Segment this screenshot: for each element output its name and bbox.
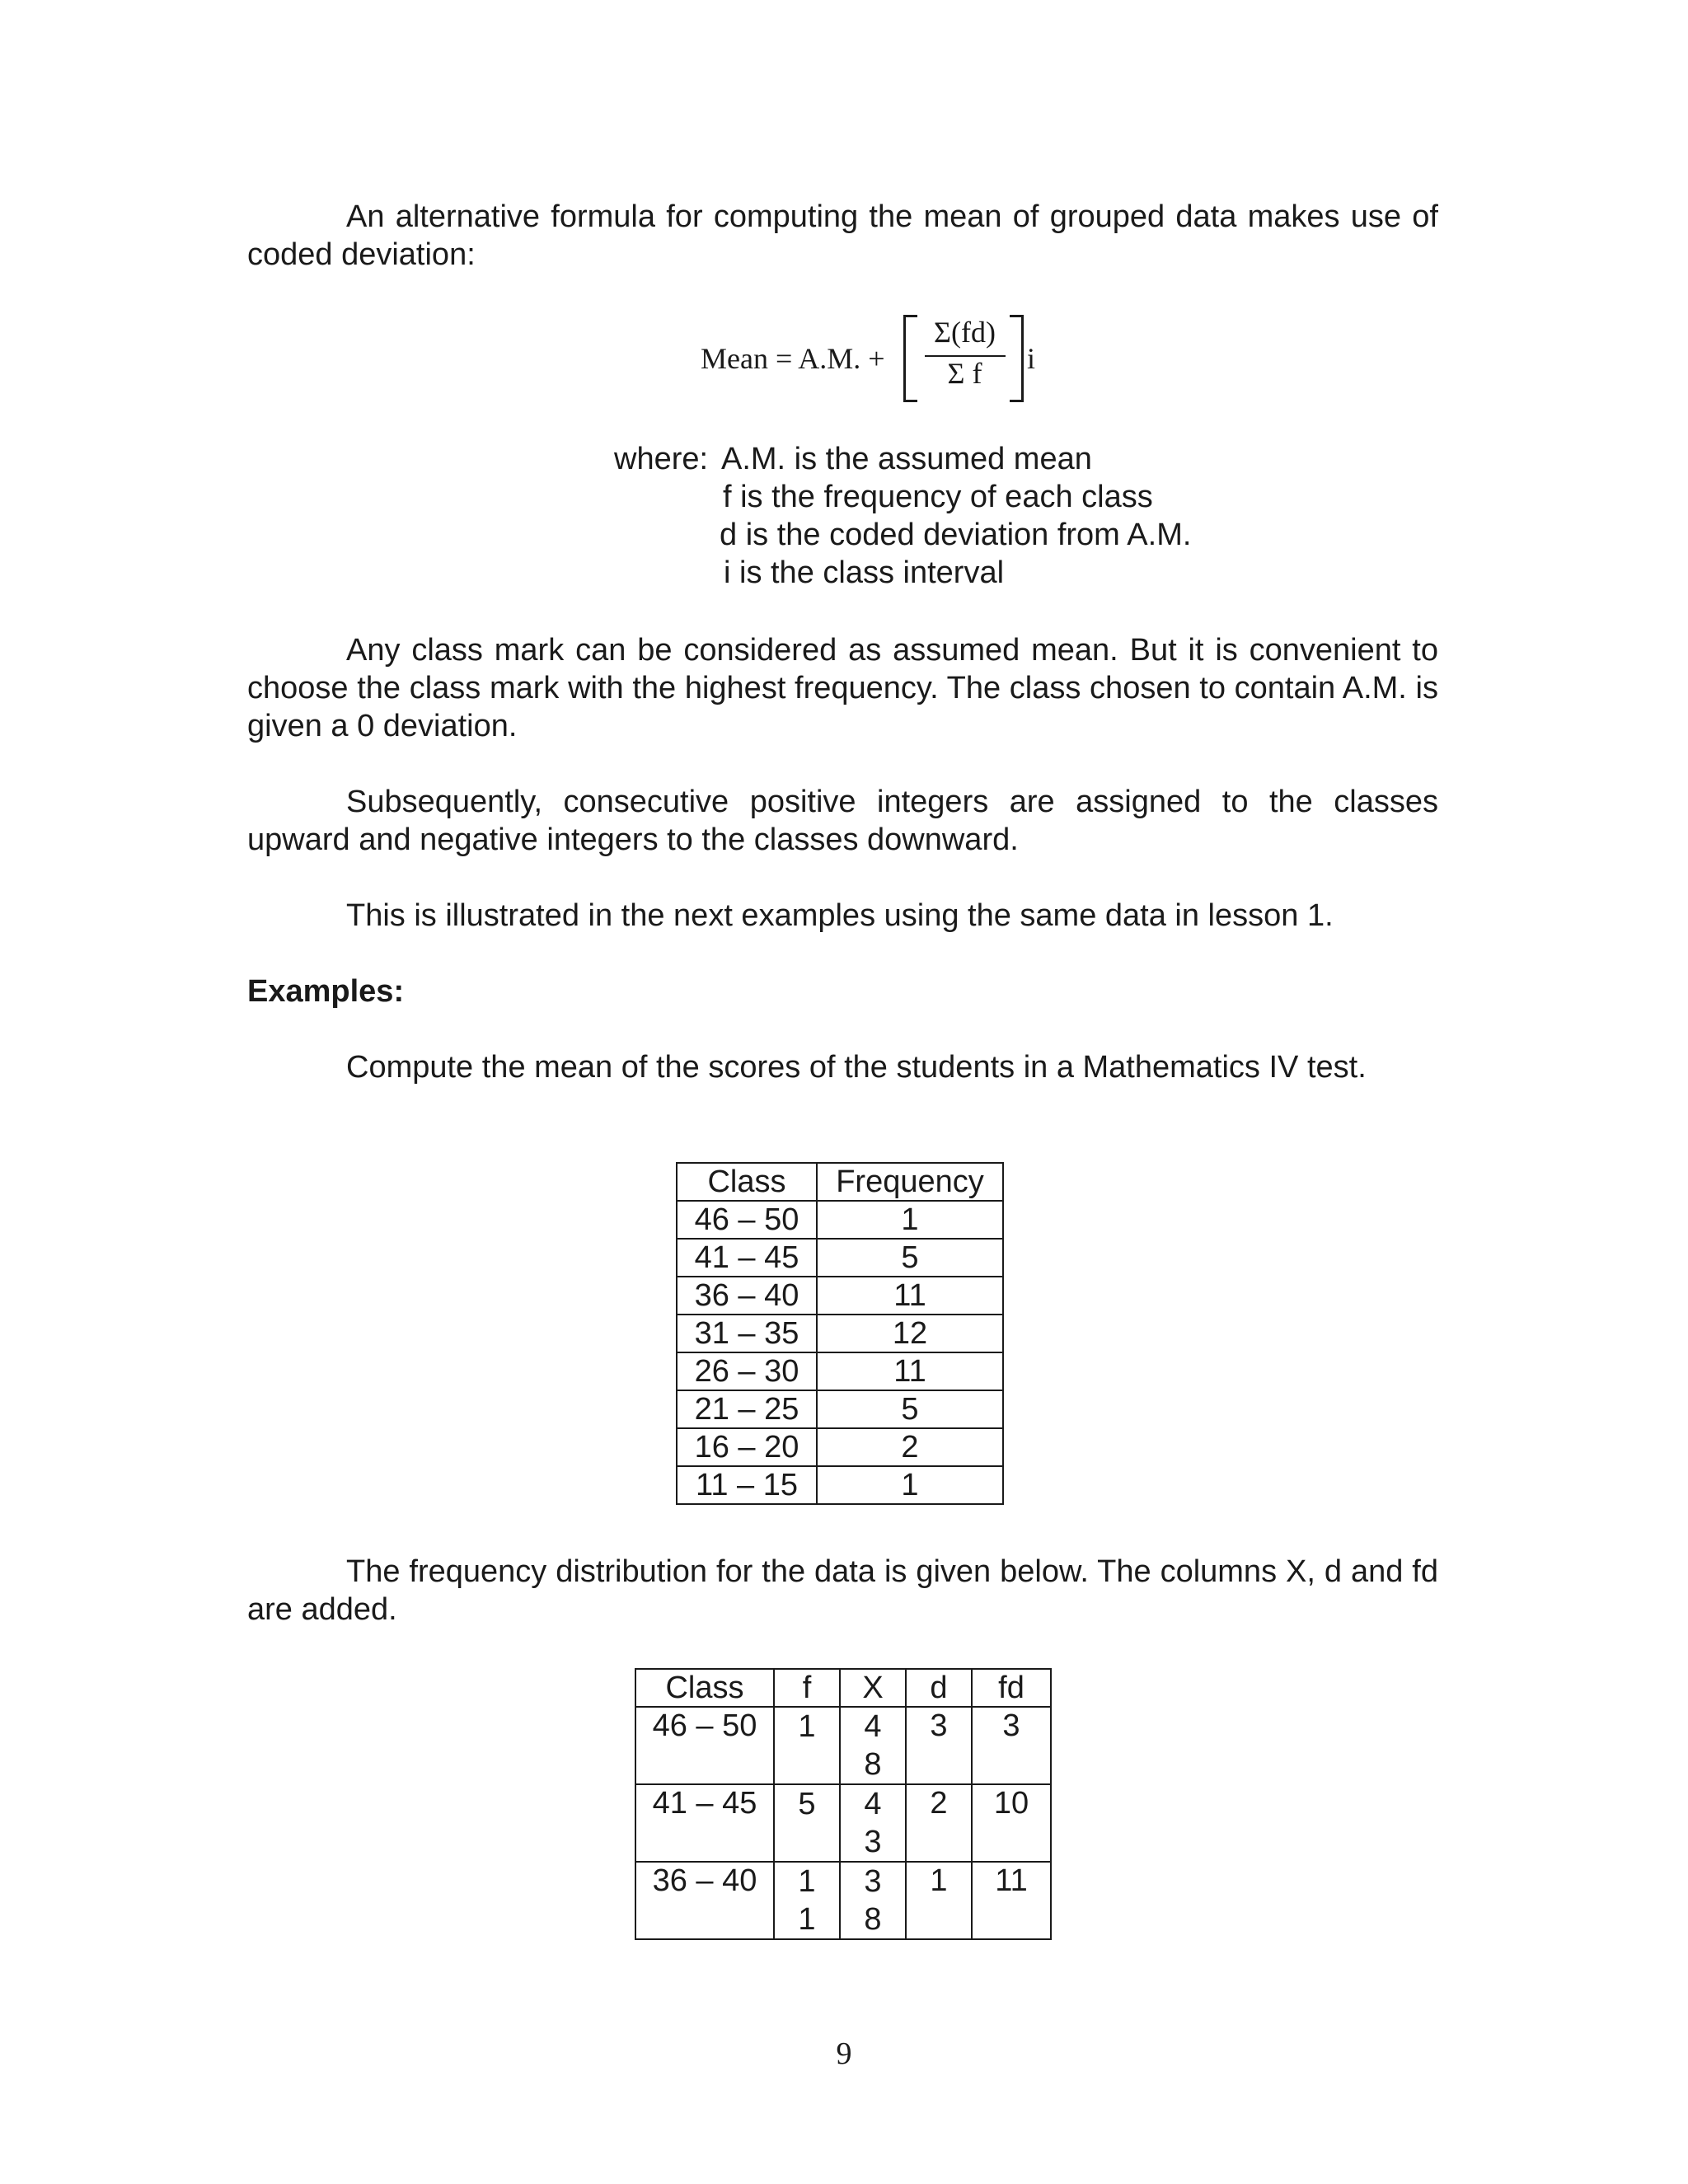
formula-numerator: Σ(fd) (934, 316, 996, 349)
mean-formula (701, 315, 1047, 405)
header-class: Class (635, 1669, 774, 1707)
f-value: 5 (798, 1787, 816, 1821)
frequency-cell: 11 (817, 1277, 1003, 1315)
header-frequency: Frequency (817, 1163, 1003, 1201)
f-cell (774, 1784, 840, 1862)
formula-lhs: Mean = A.M. + (701, 342, 885, 375)
table-header-row (677, 1163, 1003, 1201)
fd-cell: 11 (972, 1862, 1051, 1939)
x-value: 38 (864, 1864, 882, 1937)
d-cell: 3 (906, 1707, 972, 1784)
table-row (677, 1239, 1003, 1277)
class-cell: 11 – 15 (677, 1466, 817, 1504)
x-cell (840, 1707, 906, 1784)
formula-multiplier: i (1027, 342, 1036, 375)
frequency-cell: 5 (817, 1239, 1003, 1277)
table-row (635, 1707, 1051, 1784)
legend-line-d: d is the coded deviation from A.M. (720, 518, 1192, 552)
class-cell: 21 – 25 (677, 1390, 817, 1428)
distribution-paragraph: The frequency distribution for the data is given below. The columns X, d and fd are added. (247, 1554, 1438, 1627)
x-value: 43 (864, 1787, 882, 1859)
d-cell: 2 (906, 1784, 972, 1862)
table-row (677, 1390, 1003, 1428)
f-value: 1 (798, 1709, 816, 1744)
header-fd: fd (972, 1669, 1051, 1707)
fd-cell: 3 (972, 1707, 1051, 1784)
table-row (677, 1352, 1003, 1390)
legend-line-am: A.M. is the assumed mean (721, 442, 1092, 476)
f-cell (774, 1707, 840, 1784)
frequency-cell: 1 (817, 1466, 1003, 1504)
table-row (677, 1315, 1003, 1352)
example-prompt: Compute the mean of the scores of the students in a Mathematics IV test. (346, 1050, 1367, 1085)
table-row (677, 1466, 1003, 1504)
left-bracket (903, 315, 917, 402)
frequency-cell: 12 (817, 1315, 1003, 1352)
table-row (677, 1201, 1003, 1239)
x-value: 48 (864, 1709, 882, 1782)
frequency-cell: 2 (817, 1428, 1003, 1466)
frequency-cell: 1 (817, 1201, 1003, 1239)
header-class: Class (677, 1163, 817, 1201)
frequency-table (676, 1162, 1004, 1505)
class-cell: 26 – 30 (677, 1352, 817, 1390)
x-cell (840, 1784, 906, 1862)
header-x: X (840, 1669, 906, 1707)
x-cell (840, 1862, 906, 1939)
class-cell: 41 – 45 (677, 1239, 817, 1277)
class-cell: 31 – 35 (677, 1315, 817, 1352)
examples-heading: Examples: (247, 974, 405, 1009)
table-row (677, 1277, 1003, 1315)
d-cell: 1 (906, 1862, 972, 1939)
right-bracket (1010, 315, 1024, 402)
class-cell: 41 – 45 (635, 1784, 774, 1862)
f-cell (774, 1862, 840, 1939)
table-header-row (635, 1669, 1051, 1707)
frequency-cell: 11 (817, 1352, 1003, 1390)
where-label: where: (614, 442, 709, 476)
header-f: f (774, 1669, 840, 1707)
table-row (635, 1862, 1051, 1939)
page-number: 9 (836, 2036, 852, 2071)
subsequently-paragraph: Subsequently, consecutive positive integers are assigned to the classes upward and negative integers to the classes downward. (247, 785, 1438, 857)
table-row (635, 1784, 1051, 1862)
class-cell: 36 – 40 (677, 1277, 817, 1315)
f-value: 11 (798, 1864, 816, 1937)
class-cell: 46 – 50 (677, 1201, 817, 1239)
fd-cell: 10 (972, 1784, 1051, 1862)
frequency-cell: 5 (817, 1390, 1003, 1428)
table-row (677, 1428, 1003, 1466)
formula-denominator: Σ f (947, 357, 982, 390)
header-d: d (906, 1669, 972, 1707)
class-cell: 16 – 20 (677, 1428, 817, 1466)
class-cell: 46 – 50 (635, 1707, 774, 1784)
assumed-mean-paragraph: Any class mark can be considered as assumed mean. But it is convenient to choose the class mark with the highest frequency. The class chosen to contain A.M. is given a 0 deviation. (247, 633, 1438, 743)
class-cell: 36 – 40 (635, 1862, 774, 1939)
illustrated-paragraph: This is illustrated in the next examples using the same data in lesson 1. (346, 898, 1334, 933)
coded-deviation-table (635, 1668, 1052, 1940)
intro-paragraph: An alternative formula for computing the mean of grouped data makes use of coded deviation: (247, 199, 1438, 272)
legend-line-f: f is the frequency of each class (723, 480, 1153, 514)
legend-line-i: i is the class interval (724, 555, 1005, 590)
